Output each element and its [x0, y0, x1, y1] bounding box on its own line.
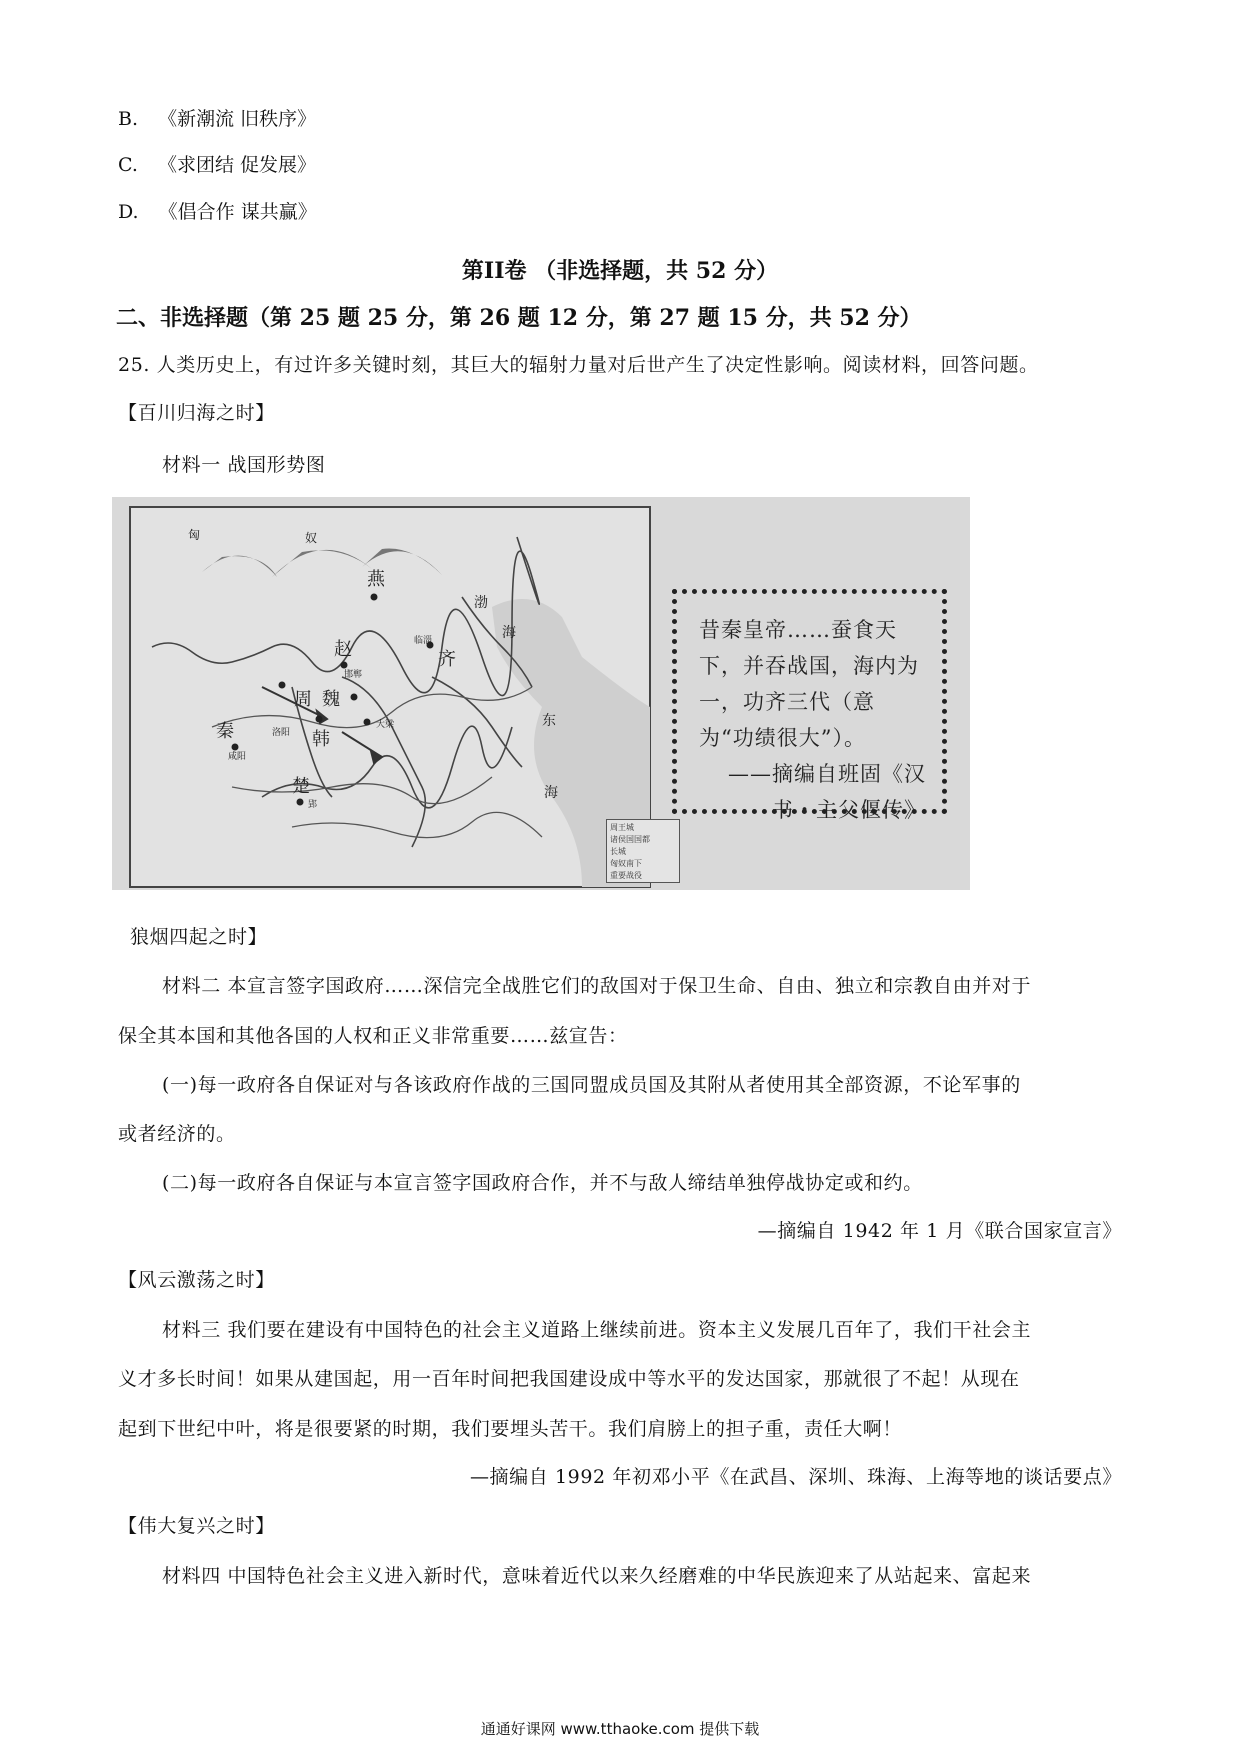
label-bo: 渤 [474, 595, 488, 611]
footer-text: 通通好课网 www.tthaoke.com 提供下载 [480, 1720, 760, 1738]
option-d [118, 197, 317, 224]
legend-item: 周王城 [610, 823, 634, 832]
section-heading: 二、非选择题（第 25 题 25 分，第 26 题 12 分，第 27 题 15 分，共 52 分） [116, 305, 922, 331]
section-title: 第II卷 （非选择题，共 52 分） [461, 258, 779, 284]
quote-text: 昔秦皇帝……蚕食天下，并吞战国，海内为一，功齐三代（意为“功绩很大”）。 [699, 618, 919, 750]
option-b [118, 104, 316, 131]
material2-line: (一)每一政府各自保证对与各该政府作战的三国同盟成员国及其附从者使用其全部资源，不论军事的 [162, 1074, 1021, 1096]
option-letter: D. [118, 201, 139, 223]
material2-source: —摘编自 1942 年 1 月《联合国家宣言》 [757, 1220, 1122, 1242]
map-legend [606, 819, 680, 883]
material1-label: 材料一 战国形势图 [162, 454, 326, 476]
label-luoyang: 洛阳 [272, 728, 291, 738]
material3-source: —摘编自 1992 年初邓小平《在武昌、深圳、珠海、上海等地的谈话要点》 [469, 1466, 1122, 1488]
option-text: 《新潮流 旧秩序》 [158, 108, 317, 130]
option-letter: B. [118, 108, 139, 130]
label-chu: 楚 [292, 776, 310, 797]
label-linzi: 临淄 [414, 636, 433, 646]
option-text: 《求团结 促发展》 [157, 154, 316, 176]
legend-item: 诸侯国国都 [610, 835, 650, 844]
label-ying: 郢 [308, 800, 318, 810]
label-xiongnu-1: 匈 [188, 528, 201, 542]
quote-box [672, 589, 947, 822]
label-qin: 秦 [216, 721, 234, 742]
question-25: 25. 人类历史上，有过许多关键时刻，其巨大的辐射力量对后世产生了决定性影响。阅读材料，回答问题。 [118, 354, 1039, 376]
legend-item: 长城 [610, 847, 626, 856]
material2-line: 保全其本国和其他各国的人权和正义非常重要……兹宣告： [118, 1025, 628, 1047]
material3-line: 起到下世纪中叶，将是很要紧的时期，我们要埋头苦干。我们肩膀上的担子重，责任大啊！ [118, 1418, 903, 1440]
label-yan: 燕 [367, 569, 385, 590]
label-zhao: 赵 [334, 639, 352, 660]
quote-source: ——摘编自班固《汉书・主父偃传》 [728, 762, 926, 822]
label-wei: 魏 [322, 689, 340, 710]
label-zhou: 周 [294, 689, 312, 710]
material2-line: 或者经济的。 [118, 1123, 236, 1145]
label-hai1: 海 [502, 625, 516, 641]
legend-item: 匈奴南下 [610, 859, 642, 868]
label-xiongnu-2: 奴 [305, 531, 318, 545]
label-hai2: 海 [544, 785, 558, 801]
legend-item: 重要战役 [610, 871, 642, 880]
option-letter: C. [118, 154, 138, 176]
label-qi: 齐 [438, 649, 456, 670]
material3-line: 义才多长时间！如果从建国起，用一百年时间把我国建设成中等水平的发达国家，那就很了不起！从现在 [118, 1368, 1020, 1390]
part1-heading: 【百川归海之时】 [118, 402, 275, 424]
material2-line: 材料二 本宣言签字国政府……深信完全战胜它们的敌国对于保卫生命、自由、独立和宗教自由并对于 [162, 975, 1032, 997]
label-daliang: 大梁 [376, 720, 395, 730]
part2-heading: 狼烟四起之时】 [130, 926, 268, 948]
label-xianyang: 咸阳 [228, 752, 247, 762]
material3-line: 材料三 我们要在建设有中国特色的社会主义道路上继续前进。资本主义发展几百年了，我们干社会主 [162, 1319, 1032, 1341]
material4-line: 材料四 中国特色社会主义进入新时代，意味着近代以来久经磨难的中华民族迎来了从站起来、富起来 [162, 1565, 1032, 1587]
part4-heading: 【伟大复兴之时】 [118, 1515, 275, 1537]
warring-states-map [112, 497, 970, 890]
label-han: 韩 [312, 729, 330, 750]
option-c [118, 150, 316, 177]
label-dong: 东 [542, 713, 556, 729]
part3-heading: 【风云激荡之时】 [118, 1269, 275, 1291]
label-handan: 邯郸 [344, 670, 363, 680]
option-text: 《倡合作 谋共赢》 [158, 201, 317, 223]
material2-line: (二)每一政府各自保证与本宣言签字国政府合作，并不与敌人缔结单独停战协定或和约。 [162, 1172, 923, 1194]
